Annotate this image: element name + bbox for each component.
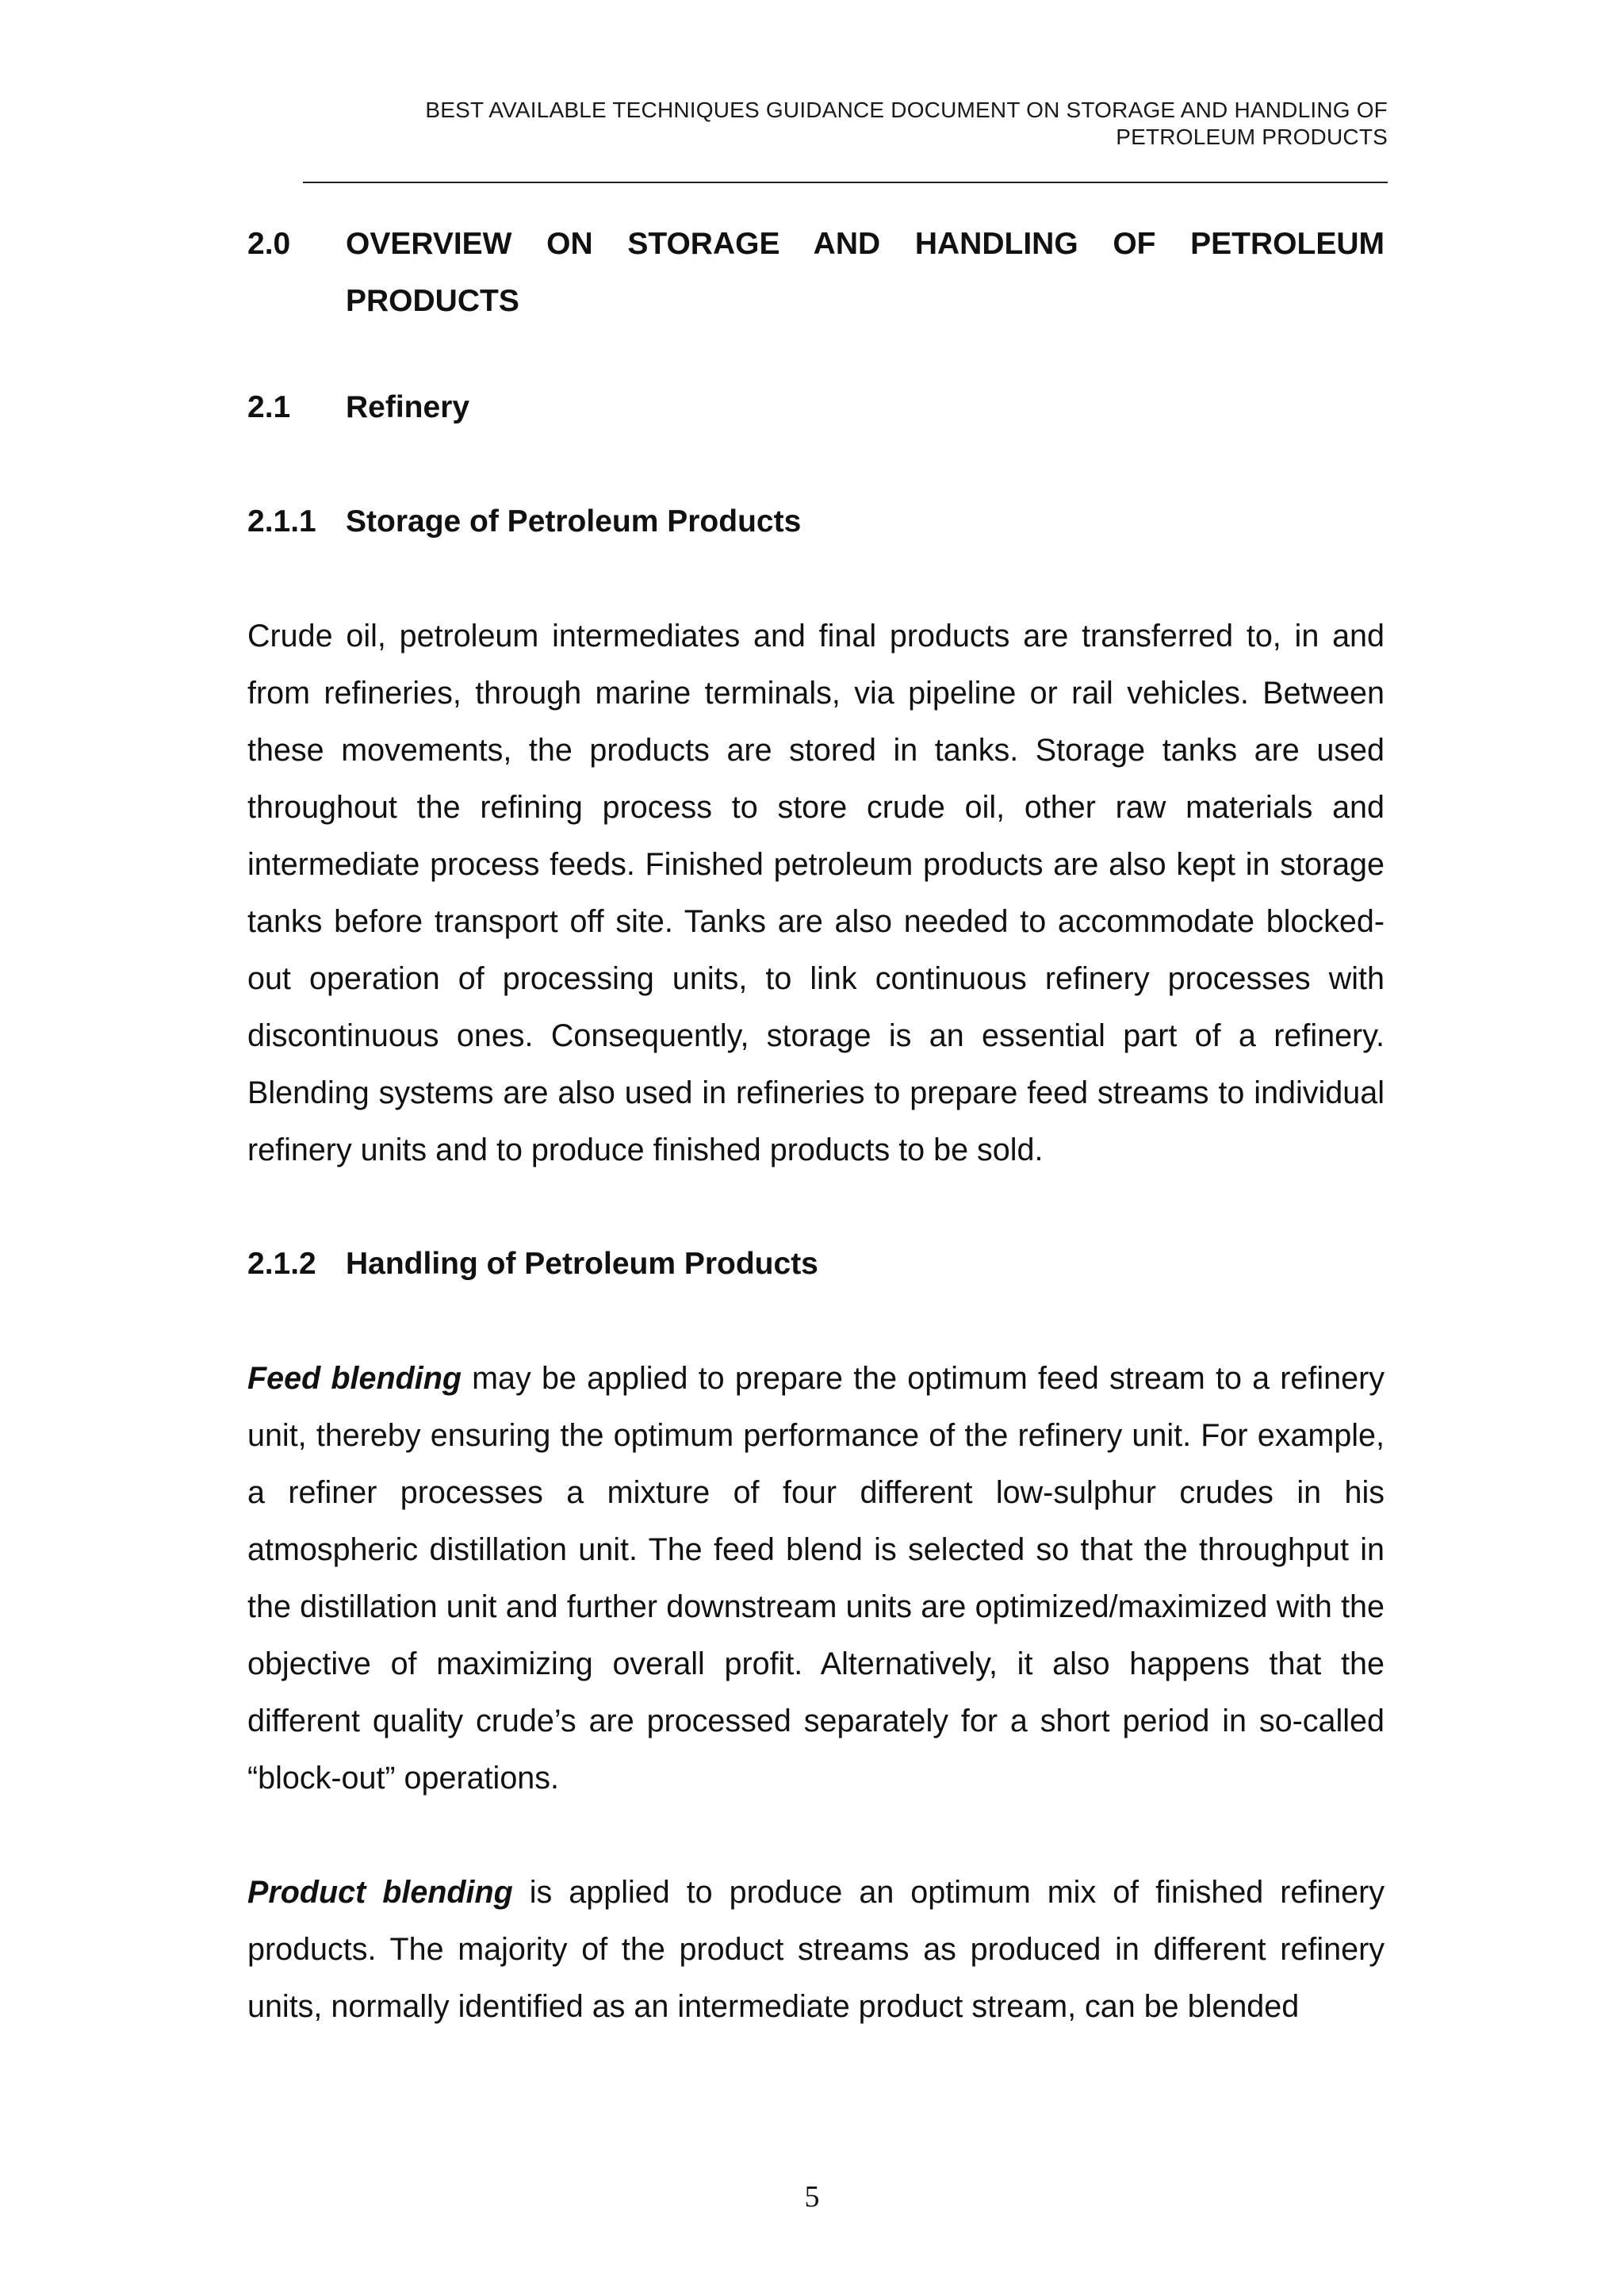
subsection-heading: [247, 379, 1385, 436]
handling-number: 2.1.2: [247, 1247, 316, 1281]
feed-blending-paragraph: [247, 1350, 1385, 1807]
page-number: 5: [804, 2180, 820, 2214]
storage-paragraph: Crude oil, petroleum intermediates and final products are transferred to, in and from refineries, through marine terminals, via pipeline or rail vehicles. Between these movements, the products are stored in tanks. Storage tanks are used throughout the refining process to store crude oil, other raw materials and intermediate process feeds. Finished petroleum products are also kept in storage tanks before transport off site. Tanks are also needed to accommodate blocked-out operation of processing units, to link continuous refinery processes with discontinuous ones. Consequently, storage is an essential part of a refinery. Blending systems are also used in refineries to prepare feed streams to individual refinery units and to produce finished products to be sold.: [247, 619, 1385, 1167]
handling-heading: [247, 1236, 1385, 1293]
running-header: [303, 97, 1388, 151]
subsection-title: Refinery: [346, 390, 470, 424]
handling-title: Handling of Petroleum Products: [346, 1247, 818, 1281]
subsection-number: 2.1: [247, 390, 291, 424]
section-number: 2.0: [247, 227, 291, 261]
running-header-line-1: BEST AVAILABLE TECHNIQUES GUIDANCE DOCUMENT ON STORAGE AND HANDLING OF: [425, 98, 1388, 122]
header-divider: [303, 182, 1388, 183]
feed-blending-term: Feed blending: [247, 1361, 462, 1396]
product-blending-paragraph: [247, 1864, 1385, 2035]
running-header-line-2: PETROLEUM PRODUCTS: [1116, 125, 1388, 149]
storage-number: 2.1.1: [247, 504, 316, 539]
storage-heading: [247, 493, 1385, 550]
feed-blending-text: may be applied to prepare the optimum feed stream to a refinery unit, thereby ensuring the optimum performance of the refinery unit. For example, a refiner processes a mixture of four different low-sulphur crudes in his atmospheric distillation unit. The feed blend is selected so that the throughput in the distillation unit and further downstream units are optimized/maximized with the objective of maximizing overall profit. Alternatively, it also happens that the different quality crude’s are processed separately for a short period in so-called “block-out” operations.: [247, 1361, 1385, 1796]
section-heading: [247, 216, 1385, 330]
section-title: OVERVIEW ON STORAGE AND HANDLING OF PETROLEUM PRODUCTS: [346, 227, 1385, 318]
page-body: [247, 216, 1385, 2035]
product-blending-text: is applied to produce an optimum mix of finished refinery products. The majority of the product streams as produced in different refinery units, normally identified as an intermediate product stream, can be blended: [247, 1875, 1385, 2024]
product-blending-term: Product blending: [247, 1875, 513, 1910]
storage-title: Storage of Petroleum Products: [346, 504, 802, 539]
